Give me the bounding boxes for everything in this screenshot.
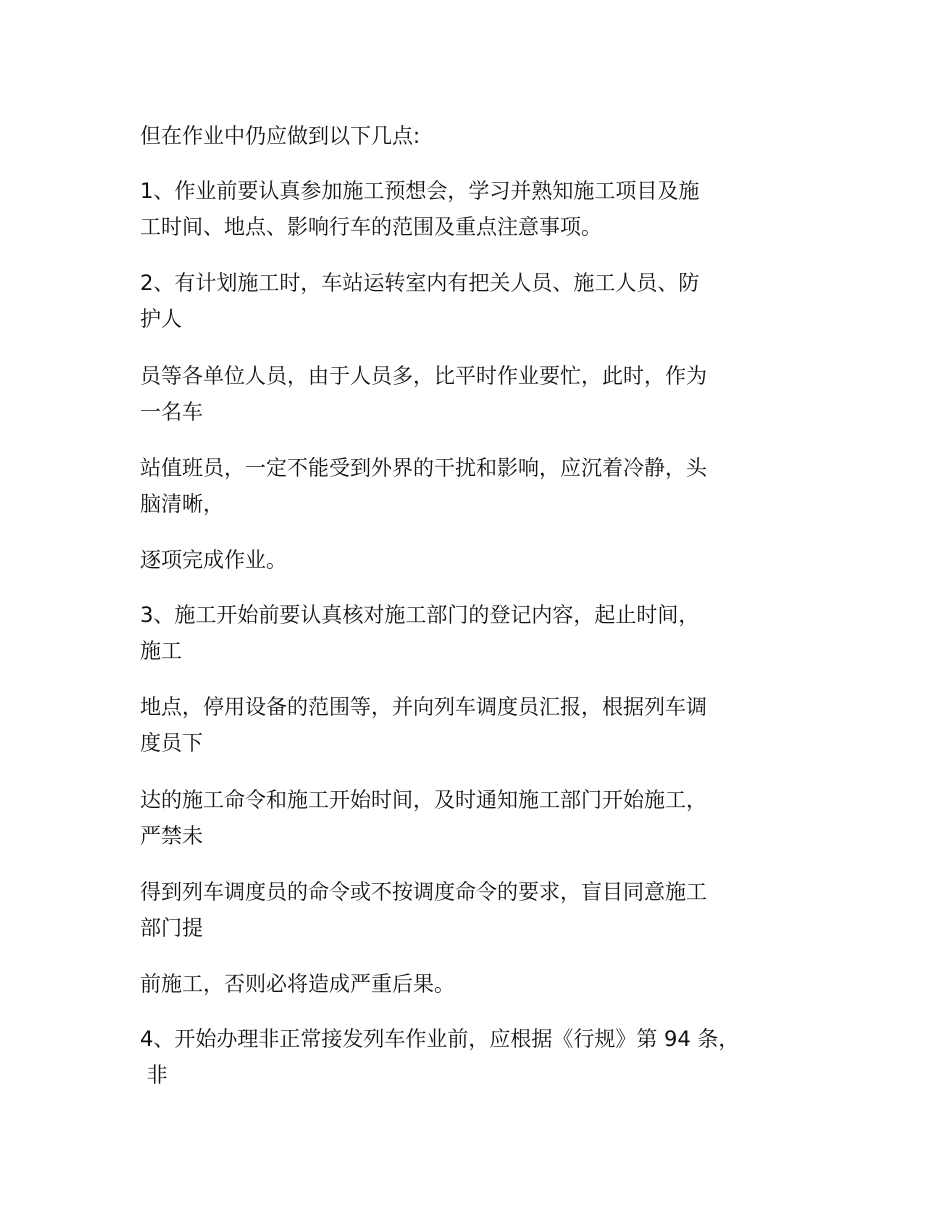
paragraph-line: 地点，停用设备的范围等，并向列车调度员汇报，根据列车调: [140, 695, 707, 719]
paragraph-line: 度员下: [140, 731, 203, 755]
paragraph-line: 达的施工命令和施工开始时间，及时通知施工部门开始施工，: [140, 788, 707, 812]
paragraph-line: 2、有计划施工时，车站运转室内有把关人员、施工人员、防: [140, 271, 700, 295]
paragraph-intro: [140, 118, 830, 154]
paragraph-line: 1、作业前要认真参加施工预想会，学习并熟知施工项目及施: [140, 179, 700, 203]
paragraph-line: 脑清晰，: [140, 492, 224, 516]
paragraph-line: 逐项完成作业。: [140, 548, 287, 572]
paragraph-item-3c: [140, 782, 830, 854]
paragraph-line: 工时间、地点、影响行车的范围及重点注意事项。: [140, 215, 602, 239]
paragraph-item-2c: [140, 450, 830, 522]
paragraph-line: 站值班员，一定不能受到外界的干扰和影响，应沉着冷静，头: [140, 456, 707, 480]
paragraph-item-3e: [140, 966, 830, 1002]
paragraph-item-2a: [140, 265, 830, 337]
paragraph-item-1: [140, 173, 830, 245]
paragraph-line: 严禁未: [140, 824, 203, 848]
paragraph-item-2b: [140, 358, 830, 430]
paragraph-item-3b: [140, 689, 830, 761]
paragraph-item-3d: [140, 874, 830, 946]
paragraph-line: 护人: [140, 307, 182, 331]
paragraph-line: 非: [140, 1063, 168, 1087]
paragraph-line: 得到列车调度员的命令或不按调度命令的要求，盲目同意施工: [140, 880, 707, 904]
paragraph-line: 员等各单位人员，由于人员多，比平时作业要忙，此时，作为: [140, 364, 707, 388]
paragraph-line: 但在作业中仍应做到以下几点:: [140, 124, 421, 148]
paragraph-line: 3、施工开始前要认真核对施工部门的登记内容，起止时间，: [140, 603, 700, 627]
paragraph-line: 部门提: [140, 916, 203, 940]
paragraph-line: 前施工，否则必将造成严重后果。: [140, 972, 455, 996]
paragraph-item-4a: [140, 1021, 830, 1093]
paragraph-line: 一名车: [140, 400, 203, 424]
paragraph-item-3a: [140, 597, 830, 669]
paragraph-line: 4、开始办理非正常接发列车作业前，应根据《行规》第 94 条，: [140, 1027, 740, 1051]
paragraph-item-2d: [140, 542, 830, 578]
paragraph-line: 施工: [140, 639, 182, 663]
